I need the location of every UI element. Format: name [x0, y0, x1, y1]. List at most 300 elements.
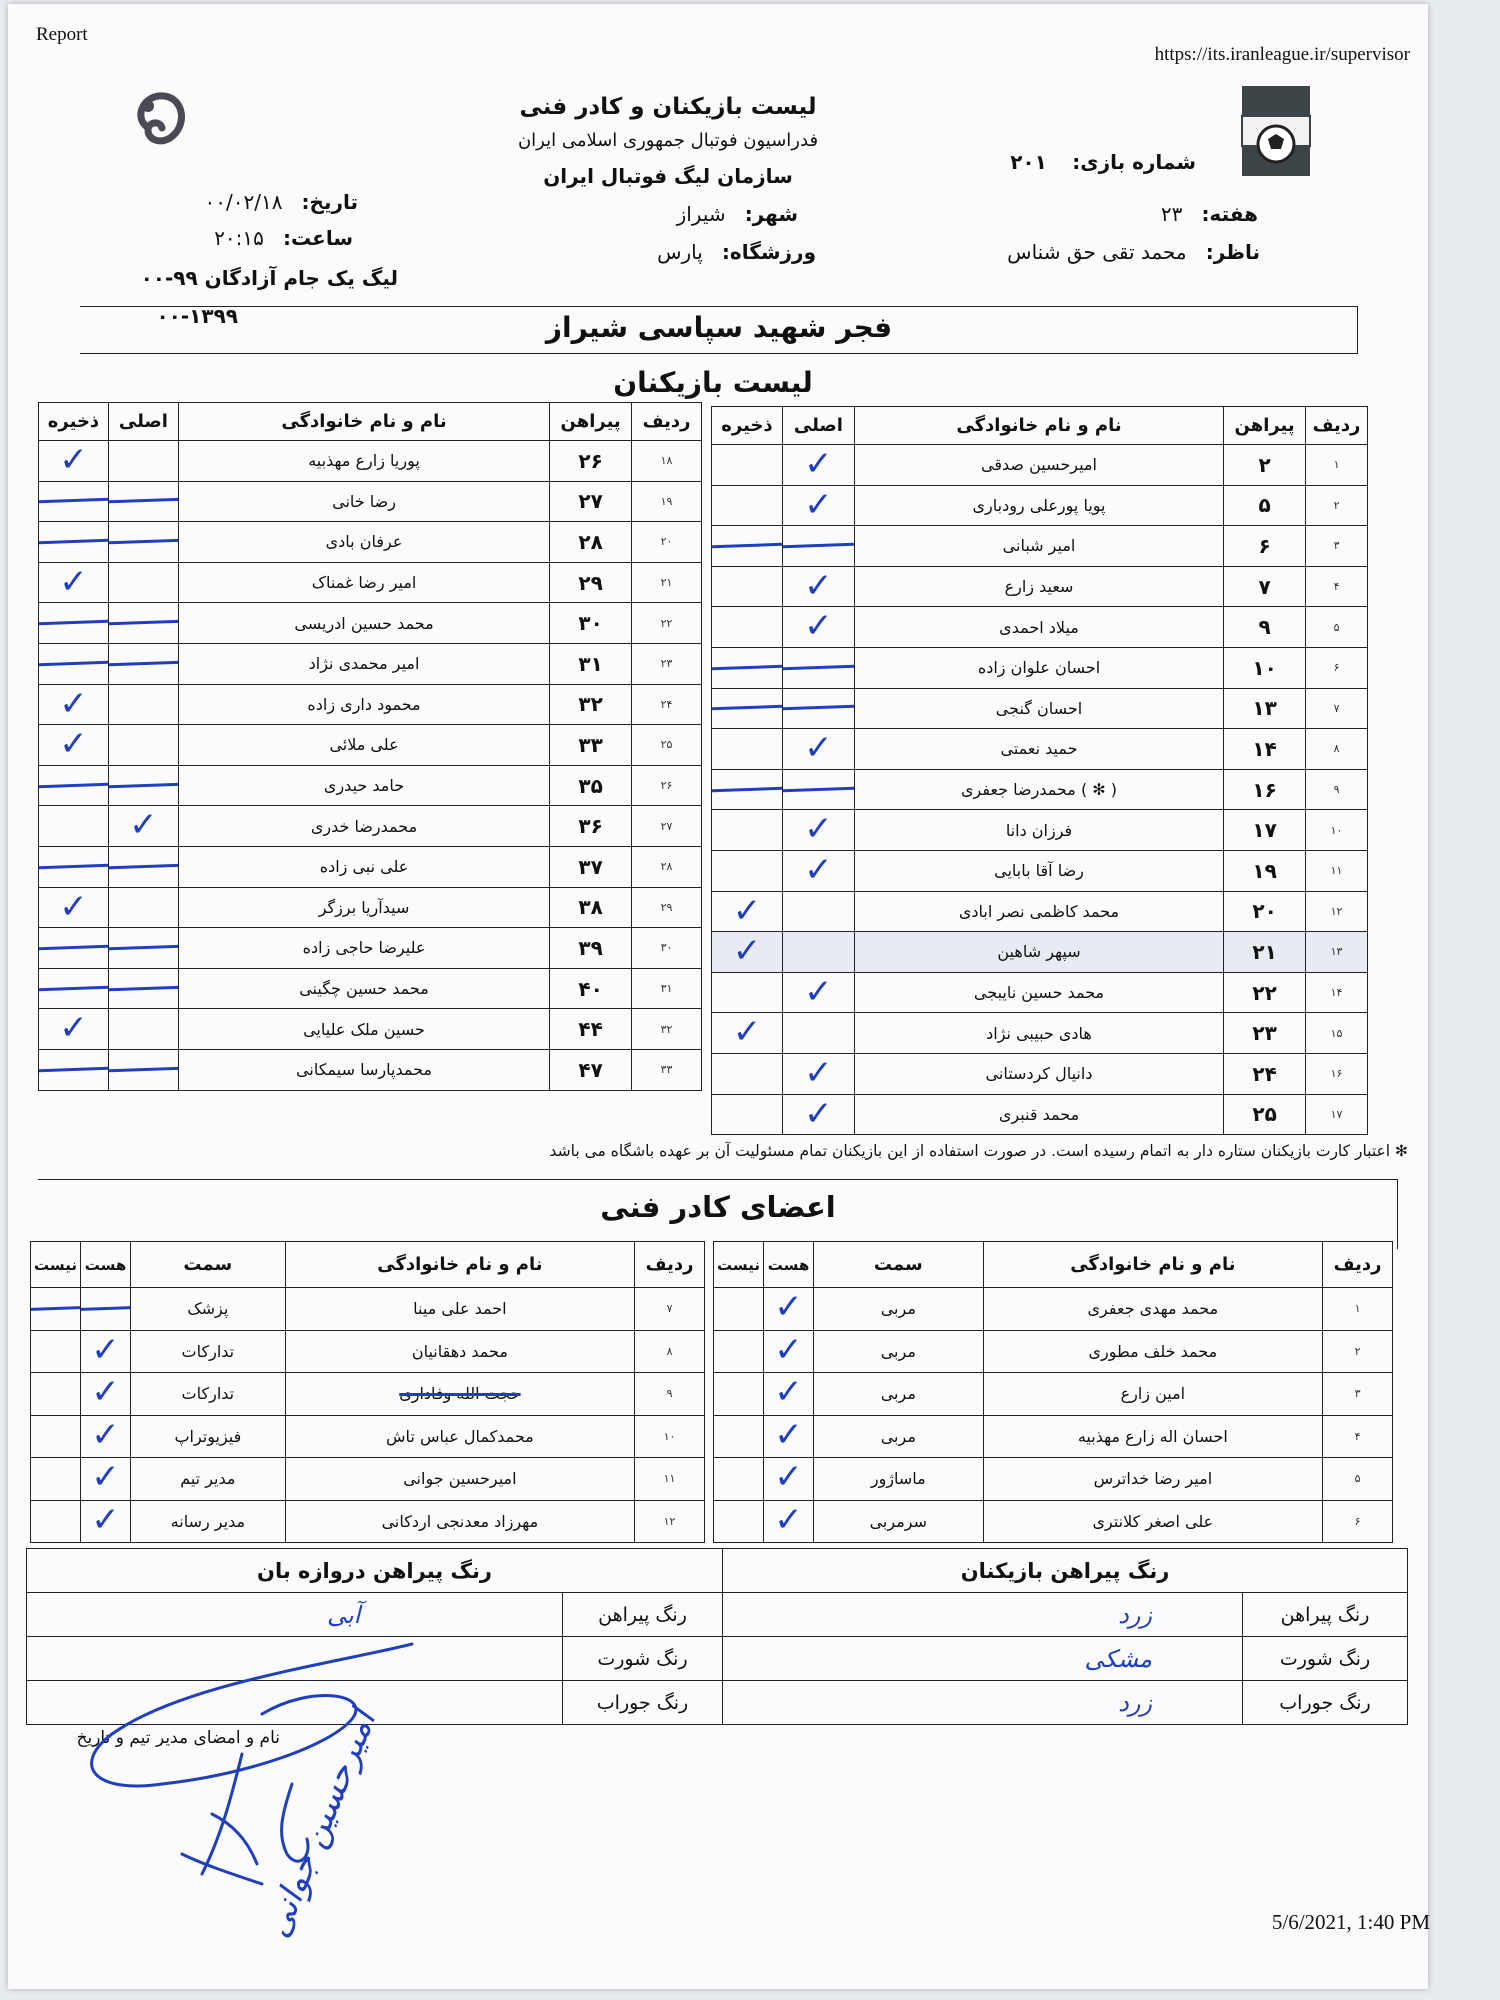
player-name: ( ✻ ) محمدرضا جعفری [854, 769, 1223, 810]
observer-value: محمد تقی حق شناس [1007, 240, 1187, 264]
reserve-cell [712, 445, 783, 486]
player-row [712, 729, 1368, 770]
checkmark-icon [783, 445, 854, 485]
strike-line-icon [110, 522, 178, 560]
staff-role: تدارکات [130, 1373, 285, 1416]
staff-row-number: ۹ [635, 1373, 705, 1416]
player-shirt-number: ۲ [1224, 445, 1306, 486]
staff-row-number: ۸ [635, 1330, 705, 1373]
player-shirt-number: ۳۵ [550, 765, 632, 806]
starter-cell [782, 932, 854, 973]
league-organization: سازمان لیگ فوتبال ایران [543, 164, 793, 188]
team-name: فجر شهید سپاسی شیراز [545, 311, 893, 344]
player-row [39, 765, 702, 806]
reserve-cell [712, 485, 783, 526]
players-socks-label: رنگ جوراب [1243, 1681, 1408, 1725]
player-shirt-number: ۵ [1224, 485, 1306, 526]
staff-row [31, 1330, 705, 1373]
player-row [39, 968, 702, 1009]
player-row [39, 1049, 702, 1090]
player-shirt-number: ۷ [1224, 566, 1306, 607]
starter-cell [782, 566, 854, 607]
staff-row [31, 1288, 705, 1331]
checkmark-icon [39, 563, 108, 603]
week-label: هفته: [1201, 202, 1258, 226]
player-name: محمد قنبری [854, 1094, 1223, 1135]
player-row-number: ۶ [1306, 647, 1368, 688]
player-shirt-number: ۱۶ [1224, 769, 1306, 810]
staff-role: مربی [813, 1415, 983, 1458]
player-row [712, 607, 1368, 648]
players-title: لیست بازیکنان [613, 366, 813, 399]
player-row-number: ۲۲ [632, 603, 702, 644]
staff-role: تدارکات [130, 1330, 285, 1373]
absent-cell [714, 1288, 764, 1331]
starter-cell [782, 891, 854, 932]
checkmark-icon [764, 1458, 813, 1500]
player-shirt-number: ۴۷ [550, 1049, 632, 1090]
strike-line-icon [110, 928, 178, 966]
starter-cell [782, 1094, 854, 1135]
staff-row [31, 1373, 705, 1416]
player-name: محمد حسین نایبجی [854, 972, 1223, 1013]
col-row: ردیف [1323, 1242, 1393, 1288]
week [1161, 202, 1258, 226]
observer-label: ناظر: [1205, 240, 1260, 264]
player-row [39, 928, 702, 969]
col-reserve: ذخیره [39, 403, 109, 441]
player-shirt-number: ۳۹ [550, 928, 632, 969]
time [214, 226, 353, 250]
staff-name: محمد خلف مطوری [983, 1330, 1322, 1373]
player-name: امیر شبانی [854, 526, 1223, 567]
staff-name: محمد دهقانیان [285, 1330, 634, 1373]
staff-role: مربی [813, 1288, 983, 1331]
checkmark-icon [81, 1373, 130, 1415]
player-row-number: ۲۵ [632, 725, 702, 766]
strike-line-icon [39, 643, 108, 681]
present-cell [764, 1373, 814, 1416]
player-shirt-number: ۳۸ [550, 887, 632, 928]
starter-cell [108, 928, 178, 969]
player-shirt-number: ۲۸ [550, 522, 632, 563]
col-present: هست [81, 1242, 131, 1288]
player-shirt-number: ۶ [1224, 526, 1306, 567]
players-kit-title: رنگ پیراهن بازیکنان [723, 1549, 1408, 1593]
checkmark-icon [783, 486, 854, 526]
staff-table-right [713, 1241, 1393, 1543]
absent-cell [714, 1373, 764, 1416]
city-value: شیراز [676, 202, 726, 226]
player-row [712, 688, 1368, 729]
source-url: https://its.iranleague.ir/supervisor [1154, 44, 1410, 65]
present-cell [81, 1500, 131, 1543]
starter-cell [782, 972, 854, 1013]
player-name: فرزان دانا [854, 810, 1223, 851]
starter-cell [108, 643, 178, 684]
stadium [657, 240, 816, 264]
player-row-number: ۱۷ [1306, 1094, 1368, 1135]
player-shirt-number: ۴۰ [550, 968, 632, 1009]
strike-line-icon [784, 526, 854, 564]
player-row-number: ۲۷ [632, 806, 702, 847]
strike-line-icon [712, 688, 782, 726]
reserve-cell [712, 647, 783, 688]
player-shirt-number: ۱۹ [1224, 850, 1306, 891]
present-cell [81, 1415, 131, 1458]
checkmark-icon [783, 567, 854, 607]
col-present: هست [764, 1242, 814, 1288]
federation-logo [1240, 84, 1312, 180]
player-name: دانیال کردستانی [854, 1053, 1223, 1094]
strike-line-icon [712, 647, 782, 685]
time-label: ساعت: [282, 226, 353, 250]
form-title: لیست بازیکنان و کادر فنی [519, 94, 817, 120]
player-row-number: ۲۸ [632, 846, 702, 887]
staff-row-number: ۱ [1323, 1288, 1393, 1331]
starter-cell [108, 1049, 178, 1090]
player-row-number: ۱۹ [632, 481, 702, 522]
player-shirt-number: ۲۲ [1224, 972, 1306, 1013]
col-row: ردیف [632, 403, 702, 441]
player-name: رضا خانی [178, 481, 549, 522]
player-name: محمد کاظمی نصر ابادی [854, 891, 1223, 932]
player-shirt-number: ۳۳ [550, 725, 632, 766]
col-name: نام و نام خانوادگی [854, 407, 1223, 445]
player-shirt-number: ۱۴ [1224, 729, 1306, 770]
starter-cell [108, 765, 178, 806]
player-row [712, 1094, 1368, 1135]
players-table-right [711, 406, 1368, 1135]
checkmark-icon [783, 851, 854, 891]
reserve-cell [39, 928, 109, 969]
players-shirt-label: رنگ پیراهن [1243, 1593, 1408, 1637]
player-name: محمد حسین ادریسی [178, 603, 549, 644]
starter-cell [108, 887, 178, 928]
staff-row-number: ۵ [1323, 1458, 1393, 1501]
player-name: پوریا زارع مهذبیه [178, 441, 549, 482]
absent-cell [31, 1288, 81, 1331]
player-row [712, 891, 1368, 932]
strike-line-icon [81, 1288, 130, 1328]
player-name: سعید زارع [854, 566, 1223, 607]
starter-cell [782, 647, 854, 688]
staff-name: علی اصغر کلانتری [983, 1500, 1322, 1543]
staff-role: مربی [813, 1330, 983, 1373]
strike-line-icon [784, 769, 854, 807]
starter-cell [782, 1013, 854, 1054]
checkmark-icon [783, 810, 854, 850]
time-value: ۲۰:۱۵ [214, 226, 264, 250]
reserve-cell [39, 846, 109, 887]
keeper-shirt-color: آبی [27, 1593, 563, 1637]
present-cell [81, 1458, 131, 1501]
staff-row [714, 1288, 1393, 1331]
reserve-cell [39, 603, 109, 644]
staff-name: احمد علی مینا [285, 1288, 634, 1331]
reserve-cell [39, 1049, 109, 1090]
players-table-left [38, 402, 702, 1091]
staff-role: مدیر رسانه [130, 1500, 285, 1543]
reserve-cell [39, 522, 109, 563]
starter-cell [108, 968, 178, 1009]
city-label: شهر: [744, 202, 798, 226]
staff-row-number: ۱۲ [635, 1500, 705, 1543]
starter-cell [782, 729, 854, 770]
player-shirt-number: ۴۴ [550, 1009, 632, 1050]
player-row [712, 647, 1368, 688]
present-cell [764, 1458, 814, 1501]
checkmark-icon [39, 888, 108, 928]
player-row [712, 485, 1368, 526]
staff-row-number: ۷ [635, 1288, 705, 1331]
player-row [39, 562, 702, 603]
absent-cell [714, 1500, 764, 1543]
col-shirt: پیراهن [1224, 407, 1306, 445]
checkmark-icon [783, 1054, 854, 1094]
staff-row [714, 1373, 1393, 1416]
col-row: ردیف [635, 1242, 705, 1288]
player-shirt-number: ۱۷ [1224, 810, 1306, 851]
strike-line-icon [39, 522, 108, 560]
reserve-cell [39, 725, 109, 766]
player-row-number: ۲۴ [632, 684, 702, 725]
present-cell [764, 1415, 814, 1458]
reserve-cell [39, 481, 109, 522]
starter-cell [782, 445, 854, 486]
col-reserve: ذخیره [712, 407, 783, 445]
strike-line-icon [39, 968, 108, 1006]
player-row-number: ۴ [1306, 566, 1368, 607]
player-row-number: ۷ [1306, 688, 1368, 729]
player-row [39, 806, 702, 847]
player-shirt-number: ۲۴ [1224, 1053, 1306, 1094]
player-row-number: ۲۰ [632, 522, 702, 563]
date [205, 190, 358, 214]
strike-line-icon [110, 765, 178, 803]
reserve-cell [712, 688, 783, 729]
players-socks-color: زرد [723, 1681, 1243, 1725]
reserve-cell [39, 562, 109, 603]
reserve-cell [712, 526, 783, 567]
player-row-number: ۳۲ [632, 1009, 702, 1050]
col-role: سمت [130, 1242, 285, 1288]
strike-line-icon [110, 481, 178, 519]
staff-name: امین زارع [983, 1373, 1322, 1416]
staff-row-number: ۱۱ [635, 1458, 705, 1501]
player-row [39, 725, 702, 766]
player-row-number: ۳ [1306, 526, 1368, 567]
staff-role: ماساژور [813, 1458, 983, 1501]
absent-cell [31, 1415, 81, 1458]
col-absent: نیست [31, 1242, 81, 1288]
starter-cell [782, 810, 854, 851]
player-shirt-number: ۱۰ [1224, 647, 1306, 688]
starter-cell [108, 562, 178, 603]
player-row [39, 846, 702, 887]
checkmark-icon [712, 892, 782, 932]
present-cell [764, 1288, 814, 1331]
reserve-cell [39, 765, 109, 806]
col-name: نام و نام خانوادگی [285, 1242, 634, 1288]
staff-table-left [30, 1241, 705, 1543]
keeper-shirt-label: رنگ پیراهن [563, 1593, 723, 1637]
checkmark-icon [81, 1501, 130, 1543]
player-row-number: ۱۱ [1306, 850, 1368, 891]
checkmark-icon [39, 725, 108, 765]
federation-name: فدراسیون فوتبال جمهوری اسلامی ایران [517, 130, 819, 151]
col-shirt: پیراهن [550, 403, 632, 441]
player-name: علی ملائی [178, 725, 549, 766]
player-name: علیرضا حاجی زاده [178, 928, 549, 969]
form-sheet [8, 4, 1428, 1989]
reserve-cell [712, 891, 783, 932]
player-name: میلاد احمدی [854, 607, 1223, 648]
player-row-number: ۲۶ [632, 765, 702, 806]
staff-role: مربی [813, 1373, 983, 1416]
starter-cell [108, 481, 178, 522]
staff-row-number: ۱۰ [635, 1415, 705, 1458]
reserve-cell [712, 972, 783, 1013]
players-shorts-color: مشکی [723, 1637, 1243, 1681]
present-cell [81, 1373, 131, 1416]
player-name: سپهر شاهین [854, 932, 1223, 973]
league-name: لیگ یک جام آزادگان ۹۹-۰۰ [140, 266, 398, 290]
player-row [712, 566, 1368, 607]
staff-row [714, 1458, 1393, 1501]
absent-cell [714, 1458, 764, 1501]
present-cell [764, 1330, 814, 1373]
col-name: نام و نام خانوادگی [178, 403, 549, 441]
starter-cell [108, 1009, 178, 1050]
player-row-number: ۱۵ [1306, 1013, 1368, 1054]
absent-cell [31, 1458, 81, 1501]
observer [1007, 240, 1260, 264]
reserve-cell [712, 850, 783, 891]
player-row [712, 932, 1368, 973]
present-cell [81, 1330, 131, 1373]
player-name: پویا پورعلی رودباری [854, 485, 1223, 526]
starter-cell [108, 441, 178, 482]
reserve-cell [712, 566, 783, 607]
player-row-number: ۱۴ [1306, 972, 1368, 1013]
keeper-shorts-label: رنگ شورت [563, 1637, 723, 1681]
player-name: امیر رضا غمناک [178, 562, 549, 603]
starter-cell [782, 1053, 854, 1094]
player-name: محمدپارسا سیمکانی [178, 1049, 549, 1090]
player-row [712, 810, 1368, 851]
player-shirt-number: ۳۰ [550, 603, 632, 644]
player-name: امیرحسین صدقی [854, 445, 1223, 486]
report-label: Report [36, 24, 88, 45]
player-row-number: ۹ [1306, 769, 1368, 810]
starter-cell [108, 522, 178, 563]
strike-line-icon [110, 846, 178, 884]
match-number [1010, 150, 1196, 174]
col-starter: اصلی [108, 403, 178, 441]
match-number-label: شماره بازی: [1072, 150, 1196, 174]
absent-cell [714, 1330, 764, 1373]
staff-role: پزشک [130, 1288, 285, 1331]
player-row-number: ۵ [1306, 607, 1368, 648]
date-label: تاریخ: [301, 190, 358, 214]
league-logo [126, 86, 196, 164]
reserve-cell [39, 643, 109, 684]
player-row [39, 887, 702, 928]
player-name: امیر محمدی نژاد [178, 643, 549, 684]
player-row-number: ۲۳ [632, 643, 702, 684]
strike-line-icon [31, 1288, 80, 1328]
team-manager-signature [32, 1624, 452, 1924]
player-shirt-number: ۱۳ [1224, 688, 1306, 729]
player-row-number: ۲۹ [632, 887, 702, 928]
strike-line-icon [39, 928, 108, 966]
player-name: حمید نعمتی [854, 729, 1223, 770]
player-row [39, 1009, 702, 1050]
staff-role: مدیر تیم [130, 1458, 285, 1501]
player-row [712, 850, 1368, 891]
checkmark-icon [783, 729, 854, 769]
player-row-number: ۱ [1306, 445, 1368, 486]
player-row [39, 481, 702, 522]
checkmark-icon [81, 1416, 130, 1458]
checkmark-icon [81, 1331, 130, 1373]
player-row-number: ۲۱ [632, 562, 702, 603]
starter-cell [782, 485, 854, 526]
player-row-number: ۲ [1306, 485, 1368, 526]
staff-row [714, 1415, 1393, 1458]
player-row-number: ۱۲ [1306, 891, 1368, 932]
staff-role: فیزیوتراپ [130, 1415, 285, 1458]
reserve-cell [39, 887, 109, 928]
strike-line-icon [39, 481, 108, 519]
reserve-cell [712, 1053, 783, 1094]
col-role: سمت [813, 1242, 983, 1288]
staff-title: اعضای کادر فنی [600, 1190, 836, 1224]
starter-cell [782, 850, 854, 891]
city [677, 202, 798, 226]
staff-row-number: ۲ [1323, 1330, 1393, 1373]
staff-row-number: ۶ [1323, 1500, 1393, 1543]
reserve-cell [39, 684, 109, 725]
player-row-number: ۱۶ [1306, 1053, 1368, 1094]
staff-row [714, 1500, 1393, 1543]
absent-cell [714, 1415, 764, 1458]
strike-line-icon [110, 968, 178, 1006]
starter-cell [108, 725, 178, 766]
col-starter: اصلی [782, 407, 854, 445]
starter-cell [108, 846, 178, 887]
reserve-cell [712, 607, 783, 648]
player-name: هادی حبیبی نژاد [854, 1013, 1223, 1054]
reserve-cell [712, 1094, 783, 1135]
checkmark-icon [764, 1501, 813, 1543]
checkmark-icon [783, 1095, 854, 1135]
present-cell [764, 1500, 814, 1543]
strike-line-icon [39, 603, 108, 641]
starter-cell [782, 526, 854, 567]
reserve-cell [39, 968, 109, 1009]
checkmark-icon [764, 1331, 813, 1373]
keeper-socks-label: رنگ جوراب [563, 1681, 723, 1725]
strike-line-icon [784, 688, 854, 726]
player-name: رضا آقا بابایی [854, 850, 1223, 891]
player-shirt-number: ۲۵ [1224, 1094, 1306, 1135]
week-value: ۲۳ [1160, 202, 1183, 226]
date-value: ۰۰/۰۲/۱۸ [204, 190, 283, 214]
strike-line-icon [712, 769, 782, 807]
checkmark-icon [764, 1288, 813, 1330]
